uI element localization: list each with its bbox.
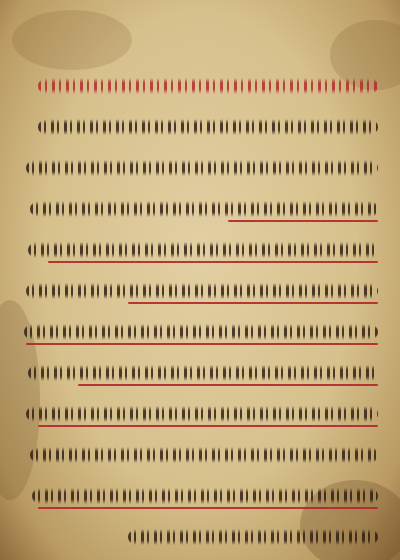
red-underline [38,425,378,427]
red-underline [26,343,378,345]
manuscript-line [22,513,378,554]
manuscript-line [22,267,378,308]
red-underline [38,507,378,509]
manuscript-line [22,103,378,144]
red-underline [78,384,378,386]
red-underline [48,261,378,263]
manuscript-line [22,226,378,267]
handwriting-mark [26,283,378,299]
manuscript-heading-line [22,62,378,103]
handwriting-mark [32,488,378,504]
manuscript-line [22,144,378,185]
handwriting-mark [30,201,378,217]
handwriting-mark [38,78,378,94]
manuscript-line [22,349,378,390]
manuscript-line [22,390,378,431]
handwriting-mark [26,160,378,176]
manuscript-text-block [22,62,378,554]
handwriting-mark [28,242,378,258]
handwriting-mark [30,447,378,463]
handwriting-mark [128,529,378,545]
handwriting-mark [24,324,378,340]
red-underline [128,302,378,304]
red-underline [228,220,378,222]
handwriting-mark [38,119,378,135]
manuscript-line [22,431,378,472]
paper-stain [12,10,132,70]
manuscript-line [22,308,378,349]
handwriting-mark [28,365,378,381]
manuscript-line [22,185,378,226]
manuscript-line [22,472,378,513]
handwriting-mark [26,406,378,422]
